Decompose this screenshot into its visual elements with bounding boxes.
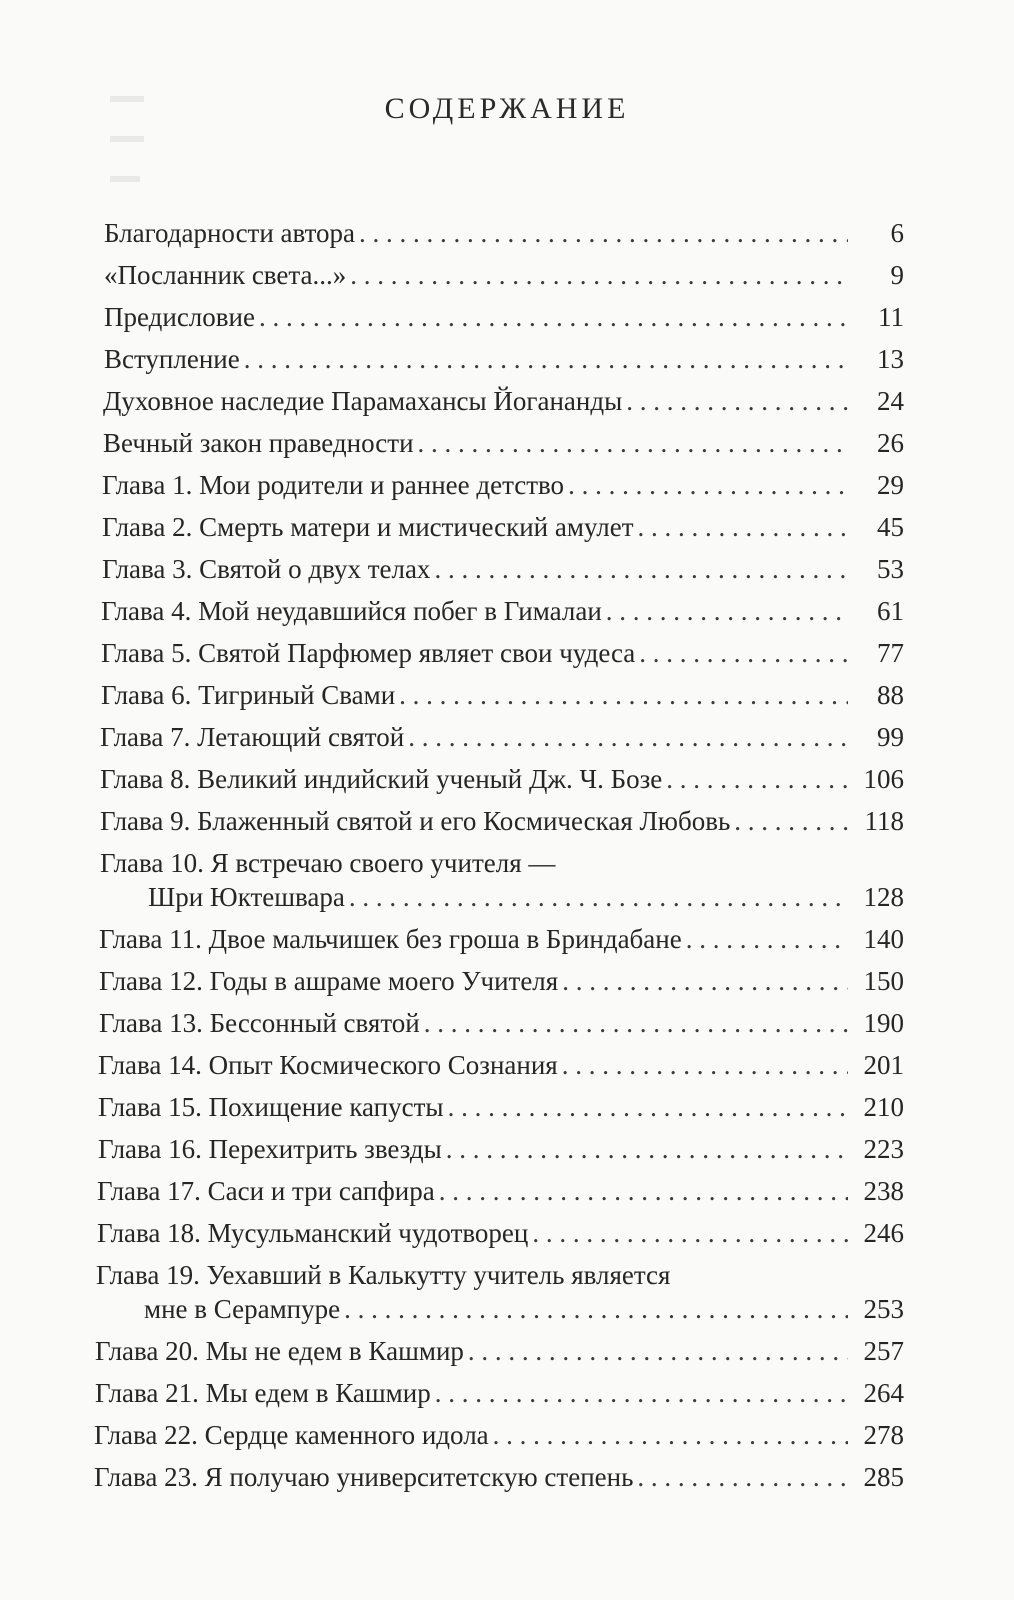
toc-entry-label: Духовное наследие Парамахансы Йогананды xyxy=(103,386,623,416)
toc-entry xyxy=(98,1134,904,1164)
toc-entry-page: 264 xyxy=(863,1378,904,1408)
leader-dots xyxy=(418,428,848,458)
leader-dots xyxy=(439,1176,848,1206)
toc-entry xyxy=(94,1420,904,1450)
toc-entry-page: 238 xyxy=(863,1176,904,1206)
toc-entry-label: Глава 20. Мы не едем в Кашмир xyxy=(95,1336,464,1366)
leader-dots xyxy=(666,764,848,794)
toc-entry-label: Глава 5. Святой Парфюмер являет свои чудеса xyxy=(101,638,636,668)
leader-dots xyxy=(446,1134,848,1164)
toc-entry xyxy=(102,470,904,500)
toc-entry-page: 257 xyxy=(863,1336,904,1366)
leader-dots xyxy=(399,680,848,710)
toc-entry-page: 210 xyxy=(863,1092,904,1122)
toc-entry-label: Глава 16. Перехитрить звезды xyxy=(98,1134,442,1164)
leader-dots xyxy=(734,806,848,836)
leader-dots xyxy=(350,260,848,290)
toc-entry-label: Глава 2. Смерть матери и мистический амулет xyxy=(102,512,634,542)
leader-dots xyxy=(626,386,848,416)
toc-entry-page: 29 xyxy=(877,470,904,500)
toc-entry-continuation: мне в Серампуре xyxy=(144,1294,341,1324)
toc-entry-page: 201 xyxy=(863,1050,904,1080)
toc-entry-page: 140 xyxy=(863,924,904,954)
leader-dots xyxy=(259,302,848,332)
toc-entry xyxy=(148,882,904,912)
toc-entry xyxy=(101,596,904,626)
toc-entry-label: Глава 22. Сердце каменного идола xyxy=(94,1420,489,1450)
toc-entry-label: Глава 1. Мои родители и раннее детство xyxy=(102,470,565,500)
leader-dots xyxy=(686,924,848,954)
toc-entry-continuation: Шри Юктешвара xyxy=(148,882,345,912)
toc-entry-label: «Посланник света...» xyxy=(104,260,347,290)
toc-entry-page: 253 xyxy=(863,1294,904,1324)
toc-entry-page: 150 xyxy=(863,966,904,996)
toc-entry-page: 128 xyxy=(863,882,904,912)
leader-dots xyxy=(468,1336,848,1366)
leader-dots xyxy=(359,218,848,248)
leader-dots xyxy=(435,1378,848,1408)
toc-entry-label: Глава 6. Тигриный Свами xyxy=(101,680,396,710)
toc-entry-label: Глава 21. Мы едем в Кашмир xyxy=(95,1378,431,1408)
toc-entry-label: Глава 15. Похищение капусты xyxy=(98,1092,444,1122)
toc-entry xyxy=(97,1176,904,1206)
toc-entry xyxy=(101,638,904,668)
toc-entry-page: 26 xyxy=(877,428,904,458)
leader-dots xyxy=(532,1218,848,1248)
toc-entry-label: Глава 4. Мой неудавшийся побег в Гималаи xyxy=(101,596,602,626)
toc-entry-page: 106 xyxy=(863,764,904,794)
toc-entry-label: Глава 13. Бессонный святой xyxy=(99,1008,420,1038)
toc-entry-page: 223 xyxy=(863,1134,904,1164)
table-of-contents xyxy=(0,218,1014,1518)
toc-entry xyxy=(103,386,904,416)
toc-entry xyxy=(144,1294,904,1324)
toc-entry-label: Глава 8. Великий индийский ученый Дж. Ч. Бозе xyxy=(100,764,663,794)
toc-entry-page: 24 xyxy=(877,386,904,416)
toc-entry xyxy=(102,512,904,542)
toc-entry-label: Глава 3. Святой о двух телах xyxy=(102,554,431,584)
toc-entry xyxy=(99,1008,904,1038)
toc-entry xyxy=(99,966,904,996)
toc-entry xyxy=(100,806,904,836)
toc-entry xyxy=(104,260,904,290)
toc-entry-first-line: Глава 10. Я встречаю своего учителя — xyxy=(100,848,556,878)
toc-entry xyxy=(100,722,904,752)
toc-entry xyxy=(103,428,904,458)
toc-entry-label: Вечный закон праведности xyxy=(103,428,414,458)
toc-entry-page: 13 xyxy=(877,344,904,374)
toc-entry xyxy=(95,1336,904,1366)
toc-entry-label: Благодарности автора xyxy=(104,218,356,248)
toc-entry-label: Глава 23. Я получаю университетскую степень xyxy=(94,1462,634,1492)
toc-entry xyxy=(97,1218,904,1248)
toc-entry-label: Глава 11. Двое мальчишек без гроша в Бриндабане xyxy=(99,924,682,954)
toc-entry-page: 11 xyxy=(878,302,904,332)
leader-dots xyxy=(639,638,848,668)
toc-entry xyxy=(104,344,904,374)
toc-entry-page: 88 xyxy=(877,680,904,710)
leader-dots xyxy=(638,512,848,542)
toc-entry-page: 45 xyxy=(877,512,904,542)
leader-dots xyxy=(493,1420,848,1450)
toc-entry-label: Глава 12. Годы в ашраме моего Учителя xyxy=(99,966,559,996)
toc-entry xyxy=(95,1378,904,1408)
toc-entry xyxy=(100,764,904,794)
leader-dots xyxy=(344,1294,848,1324)
leader-dots xyxy=(448,1092,848,1122)
toc-entry-page: 77 xyxy=(877,638,904,668)
toc-entry-label: Глава 9. Блаженный святой и его Космическая Любовь xyxy=(100,806,731,836)
toc-entry-page: 53 xyxy=(877,554,904,584)
toc-entry-label: Вступление xyxy=(104,344,240,374)
toc-entry-label: Глава 18. Мусульманский чудотворец xyxy=(97,1218,529,1248)
toc-entry-page: 246 xyxy=(863,1218,904,1248)
leader-dots xyxy=(562,1050,848,1080)
toc-entry xyxy=(102,554,904,584)
toc-entry-page: 118 xyxy=(864,806,904,836)
leader-dots xyxy=(562,966,848,996)
toc-entry xyxy=(104,302,904,332)
leader-dots xyxy=(244,344,848,374)
toc-entry-first-line: Глава 19. Уехавший в Калькутту учитель является xyxy=(96,1260,671,1290)
toc-entry xyxy=(104,218,904,248)
leader-dots xyxy=(349,882,848,912)
toc-entry-label: Глава 14. Опыт Космического Сознания xyxy=(98,1050,558,1080)
toc-entry xyxy=(98,1092,904,1122)
leader-dots xyxy=(408,722,848,752)
leader-dots xyxy=(424,1008,848,1038)
toc-entry xyxy=(99,924,904,954)
toc-entry-page: 61 xyxy=(877,596,904,626)
toc-entry-label: Глава 7. Летающий святой xyxy=(100,722,405,752)
leader-dots xyxy=(568,470,848,500)
toc-entry-page: 99 xyxy=(877,722,904,752)
toc-entry-page: 6 xyxy=(890,218,904,248)
leader-dots xyxy=(637,1462,848,1492)
page-title: СОДЕРЖАНИЕ xyxy=(384,92,630,125)
toc-entry-page: 9 xyxy=(890,260,904,290)
toc-entry xyxy=(94,1462,904,1492)
toc-entry-label: Предисловие xyxy=(104,302,255,332)
toc-entry-label: Глава 17. Саси и три сапфира xyxy=(97,1176,435,1206)
toc-entry xyxy=(101,680,904,710)
toc-entry xyxy=(98,1050,904,1080)
toc-entry-page: 278 xyxy=(863,1420,904,1450)
toc-entry-page: 190 xyxy=(863,1008,904,1038)
toc-entry-page: 285 xyxy=(863,1462,904,1492)
leader-dots xyxy=(606,596,848,626)
leader-dots xyxy=(434,554,848,584)
